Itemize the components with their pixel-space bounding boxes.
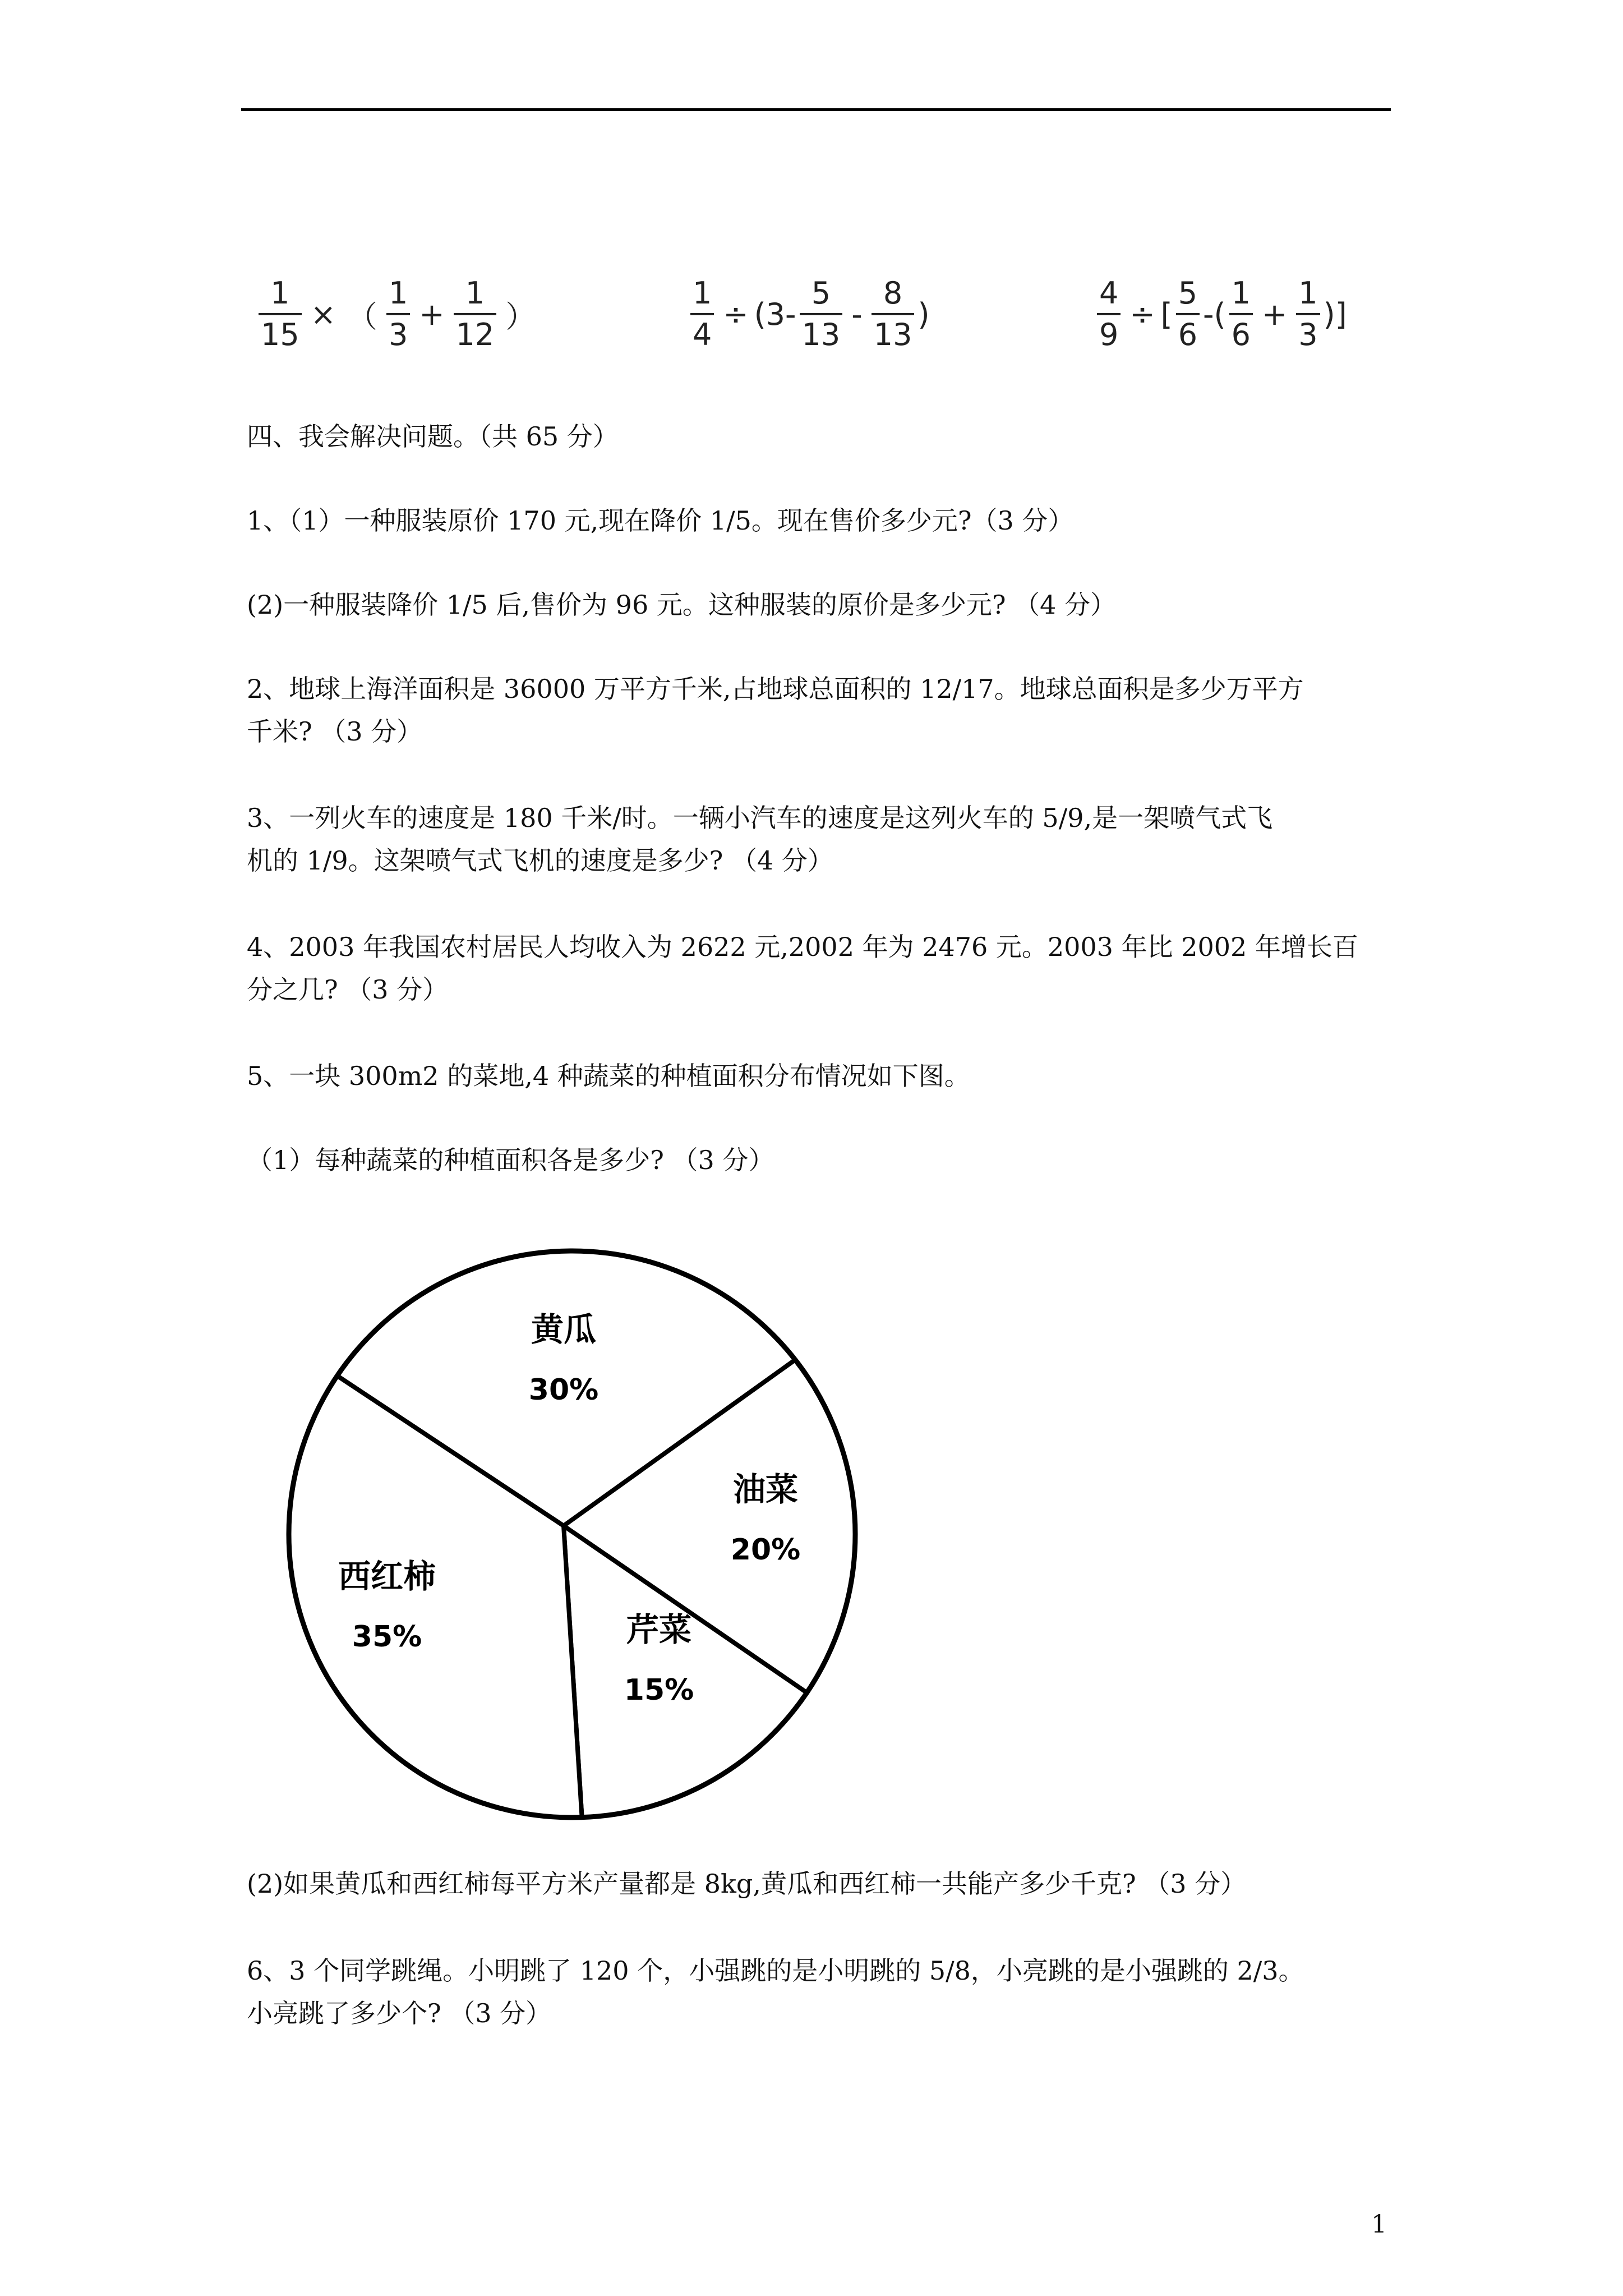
fraction (386, 275, 410, 352)
question-5-part-2: (2)如果黄瓜和西红柿每平方米产量都是 8kg,黄瓜和西红柿一共能产多少千克? （3 分） (247, 1869, 1247, 1899)
question-2-line-2: 千米? （3 分） (247, 716, 423, 747)
question-4-line-1: 4、2003 年我国农村居民人均收入为 2622 元,2002 年为 2476 元。2003 年比 2002 年增长百 (247, 932, 1358, 962)
question-4-line-2: 分之几? （3 分） (247, 974, 449, 1005)
question-5: 5、一块 300m2 的菜地,4 种蔬菜的种植面积分布情况如下图。 (247, 1061, 970, 1091)
operator: + (419, 296, 445, 332)
section-title: 四、我会解决问题。（共 65 分） (247, 421, 619, 452)
numerator: 1 (388, 275, 408, 311)
denominator: 3 (1296, 313, 1320, 350)
paren: ） (505, 298, 536, 334)
fraction (259, 275, 302, 352)
bracket: )] (1323, 296, 1347, 332)
numerator: 1 (1231, 275, 1251, 311)
numerator: 8 (883, 275, 903, 311)
denominator: 6 (1176, 313, 1200, 350)
denominator: 15 (259, 313, 302, 350)
operator: + (1261, 296, 1288, 332)
denominator: 13 (800, 313, 843, 350)
denominator: 12 (454, 313, 497, 350)
operator: ÷ (1129, 296, 1155, 332)
question-3-line-1: 3、一列火车的速度是 180 千米/时。一辆小汽车的速度是这列火车的 5/9,是一架喷气式飞 (247, 803, 1273, 833)
fraction (1176, 275, 1200, 352)
numerator: 1 (1298, 275, 1318, 311)
denominator: 4 (690, 313, 714, 350)
operator: ÷ (723, 296, 749, 332)
fraction (1229, 275, 1253, 352)
question-5-part-1: （1）每种蔬菜的种植面积各是多少? （3 分） (247, 1145, 774, 1175)
denominator: 6 (1229, 313, 1253, 350)
numerator: 1 (270, 275, 290, 311)
slice-percent: 15% (624, 1673, 694, 1707)
fraction (872, 275, 915, 352)
question-2-line-1: 2、地球上海洋面积是 36000 万平方千米,占地球总面积的 12/17。地球总面积是多少万平方 (247, 674, 1304, 704)
operator: -( (1203, 296, 1226, 332)
slice-percent: 20% (730, 1533, 801, 1567)
fraction (454, 275, 497, 352)
fraction (690, 275, 714, 352)
fraction (1097, 275, 1121, 352)
operator: - (851, 296, 863, 332)
numerator: 4 (1099, 275, 1119, 311)
page-number: 1 (1371, 2210, 1387, 2239)
question-1-part-1: 1、（1）一种服装原价 170 元,现在降价 1/5。现在售价多少元?（3 分） (247, 505, 1074, 536)
expression-1 (255, 264, 541, 365)
denominator: 3 (386, 313, 410, 350)
slice-label: 西红柿 (338, 1557, 436, 1595)
bracket: [ (1160, 296, 1173, 332)
vegetable-pie-chart (275, 1237, 869, 1832)
paren: (3- (754, 296, 796, 332)
numerator: 1 (693, 275, 712, 311)
fraction (800, 275, 843, 352)
numerator: 1 (465, 275, 485, 311)
slice-percent: 35% (352, 1620, 422, 1654)
fraction (1296, 275, 1320, 352)
paren: ) (917, 296, 930, 332)
denominator: 9 (1097, 313, 1121, 350)
question-6-line-1: 6、3 个同学跳绳。小明跳了 120 个，小强跳的是小明跳的 5/8，小亮跳的是小强跳的 2/3。 (247, 1955, 1304, 1986)
numerator: 5 (1178, 275, 1198, 311)
slice-percent: 30% (528, 1373, 599, 1407)
header-rule (241, 108, 1391, 111)
denominator: 13 (872, 313, 915, 350)
paren: （ (347, 298, 377, 334)
operator: × (310, 296, 336, 332)
numerator: 5 (811, 275, 831, 311)
question-6-line-2: 小亮跳了多少个? （3 分） (247, 1998, 552, 2028)
slice-label: 油菜 (732, 1470, 799, 1508)
expression-3 (1094, 264, 1347, 365)
question-3-line-2: 机的 1/9。这架喷气式飞机的速度是多少? （4 分） (247, 845, 833, 876)
question-1-part-2: (2)一种服装降价 1/5 后,售价为 96 元。这种服装的原价是多少元? （4 分） (247, 590, 1117, 620)
expression-2 (687, 264, 930, 365)
slice-label: 芹菜 (626, 1611, 692, 1649)
slice-label: 黄瓜 (531, 1310, 597, 1349)
